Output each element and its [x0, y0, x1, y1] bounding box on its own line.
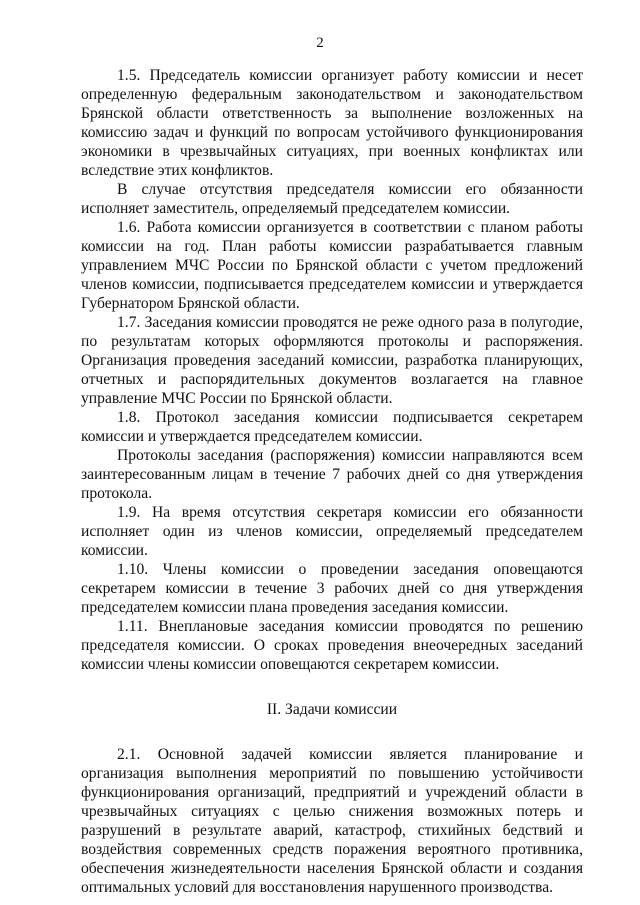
- paragraph-1-10: 1.10. Члены комиссии о проведении заседания оповещаются секретарем комиссии в течение 3 рабочих дней со дня утверждения председателем комиссии плана проведения заседания комиссии.: [81, 561, 583, 616]
- page-number: 2: [316, 35, 324, 51]
- paragraph-1-6: 1.6. Работа комиссии организуется в соответствии с планом работы комиссии на год. План работы комиссии разрабатывается главным управлением МЧС России по Брянской области с учетом предложений членов комиссии, подписывается председателем комиссии и утверждается Губернатором Брянской области.: [81, 219, 583, 312]
- paragraph-1-9: 1.9. На время отсутствия секретаря комиссии его обязанности исполняет один из членов комиссии, определяемый председателем комиссии.: [81, 504, 583, 559]
- paragraph-1-8: 1.8. Протокол заседания комиссии подписывается секретарем комиссии и утверждается председателем комиссии.: [81, 409, 583, 445]
- document-body: [81, 66, 583, 897]
- paragraph-1-7: 1.7. Заседания комиссии проводятся не реже одного раза в полугодие, по результатам которых оформляются протоколы и распоряжения. Организация проведения заседаний комиссии, разработка планирующих, отчетных и распорядительных документов возлагается на главное управление МЧС России по Брянской области.: [81, 314, 583, 407]
- paragraph-1-11: 1.11. Внеплановые заседания комиссии проводятся по решению председателя комиссии. О сроках проведения внеочередных заседаний комиссии члены комиссии оповещаются секретарем комиссии.: [81, 618, 583, 673]
- paragraph-protocols: Протоколы заседания (распоряжения) комиссии направляются всем заинтересованным лицам в течение 7 рабочих дней со дня утверждения протокола.: [81, 447, 583, 502]
- section-heading: II. Задачи комиссии: [266, 701, 398, 718]
- paragraph-deputy: В случае отсутствия председателя комиссии его обязанности исполняет заместитель, определяемый председателем комиссии.: [81, 181, 583, 217]
- paragraph-1-5: 1.5. Председатель комиссии организует работу комиссии и несет определенную федеральным законодательством и законодательством Брянской области ответственность за выполнение возложенных на комиссию задач и функций по вопросам устойчивого функционирования экономики в чрезвычайных ситуациях, при военных конфликтах или вследствие этих конфликтов.: [81, 67, 583, 179]
- paragraph-2-1: 2.1. Основной задачей комиссии является планирование и организация выполнения мероприятий по повышению устойчивости функционирования организаций, предприятий и учреждений области в чрезвычайных ситуациях с целью снижения возможных потерь и разрушений в результате аварий, катастроф, стихийных бедствий и воздействия современных средств поражения вероятного противника, обеспечения жизнедеятельности населения Брянской области и создания оптимальных условий для восстановления нарушенного производства.: [81, 746, 583, 896]
